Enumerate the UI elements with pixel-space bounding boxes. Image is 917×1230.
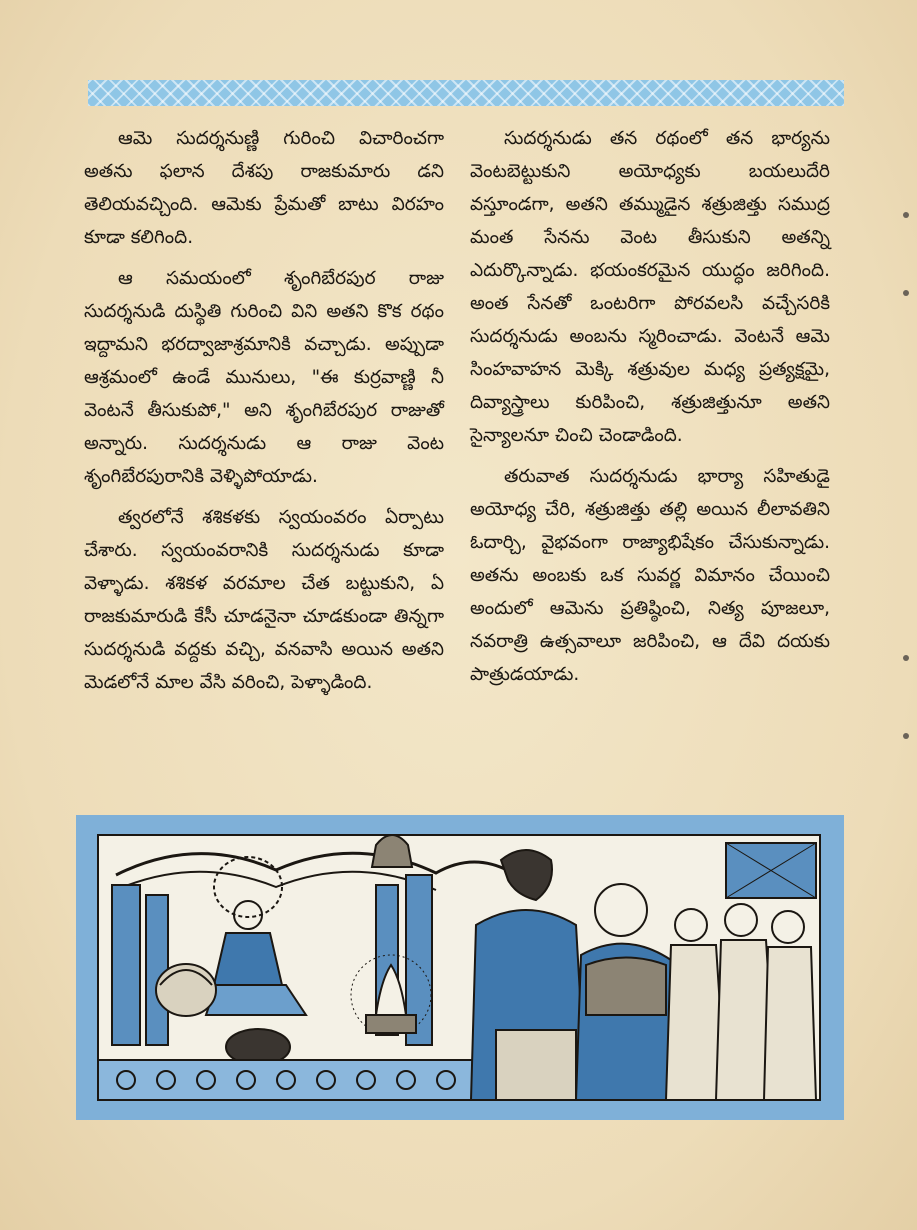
illustration-drawing: [76, 815, 844, 1120]
text-column-right: [470, 122, 830, 699]
margin-speck: [903, 212, 909, 218]
margin-speck: [903, 733, 909, 739]
paragraph: ఆ సమయంలో శృంగిబేరపుర రాజు సుదర్శనుడి దుస్థితి గురించి విని అతని కొక రథం ఇద్దామని భరద్వాజాశ్రమానికి వచ్చాడు. అప్పుడా ఆశ్రమంలో ఉండే మునులు, "ఈ కుర్రవాణ్ణి నీ వెంటనే తీసుకుపో," అని శృంగిబేరపుర రాజుతో అన్నారు. సుదర్శనుడు ఆ రాజు వెంట శృంగిబేరపురానికి వెళ్ళిపోయాడు.: [84, 268, 444, 487]
paragraph: ఆమె సుదర్శనుణ్ణి గురించి విచారించగా అతను ఫలాన దేశపు రాజకుమారు డని తెలియవచ్చింది. ఆమెకు ప్రేమతో బాటు విరహం కూడా కలిగింది.: [84, 128, 444, 248]
margin-speck: [903, 290, 909, 296]
story-illustration: [76, 815, 844, 1120]
paragraph: త్వరలోనే శశికళకు స్వయంవరం ఏర్పాటు చేశారు. స్వయంవరానికి సుదర్శనుడు కూడా వెళ్ళాడు. శశికళ వరమాల చేత బట్టుకుని, ఏ రాజకుమారుడి కేసీ చూడనైనా చూడకుండా తిన్నగా సుదర్శనుడి వద్దకు వచ్చి, వనవాసి అయిన అతని మెడలోనే మాల వేసి వరించి, పెళ్ళాడింది.: [84, 507, 444, 693]
decorative-border: [88, 80, 844, 106]
paragraph: తరువాత సుదర్శనుడు భార్యా సహితుడై అయోధ్య చేరి, శత్రుజిత్తు తల్లి అయిన లీలావతిని ఓదార్చి, వైభవంగా రాజ్యాభిషేకం చేసుకున్నాడు. అతను అంబకు ఒక సువర్ణ విమానం చేయించి అందులో ఆమెను ప్రతిష్ఠించి, నిత్య పూజలూ, నవరాత్రి ఉత్సవాలూ జరిపించి, ఆ దేవి దయకు పాత్రుడయాడు.: [470, 466, 830, 685]
margin-speck: [903, 655, 909, 661]
paragraph: సుదర్శనుడు తన రథంలో తన భార్యను వెంటబెట్టుకుని అయోధ్యకు బయలుదేరి వస్తూండగా, అతని తమ్ముడైన శత్రుజిత్తు సముద్ర మంత సేనను వెంట తీసుకుని అతన్ని ఎదుర్కొన్నాడు. భయంకరమైన యుద్ధం జరిగింది. అంత సేనతో ఒంటరిగా పోరవలసి వచ్చేసరికి సుదర్శనుడు అంబను స్మరించాడు. వెంటనే ఆమె సింహవాహన మెక్కి శత్రువుల మధ్య ప్రత్యక్షమై, దివ్యాస్త్రాలు కురిపించి, శత్రుజిత్తునూ అతని సైన్యాలనూ చించి చెండాడింది.: [470, 128, 830, 446]
text-column-left: [84, 122, 444, 707]
